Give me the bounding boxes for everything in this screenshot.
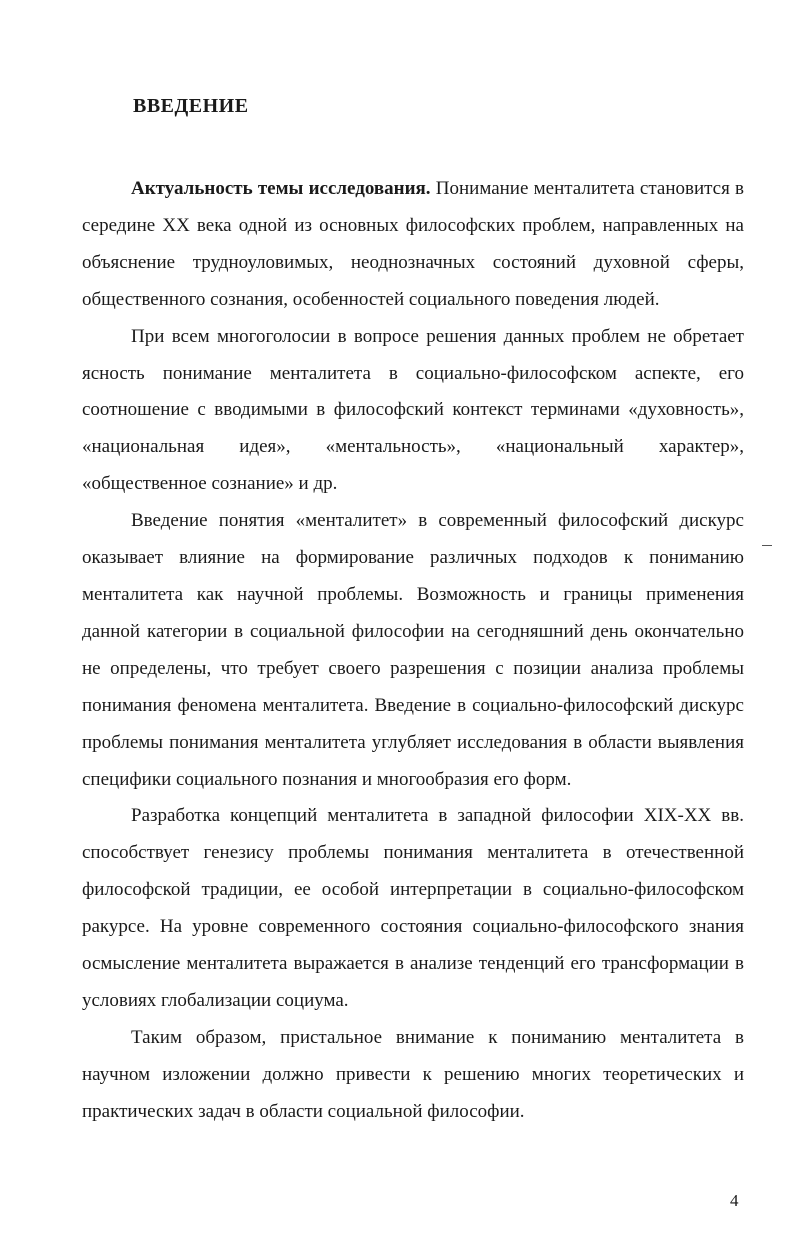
body-text	[82, 171, 744, 1131]
paragraph-lead: Актуальность темы исследования.	[131, 178, 431, 199]
paragraph: Таким образом, пристальное внимание к пониманию менталитета в научном изложении должно привести к решению многих теоретических и практических задач в области социальной философии.	[82, 1026, 744, 1122]
paragraph: Введение понятия «менталитет» в современный философский дискурс оказывает влияние на формирование различных подходов к пониманию менталитета как научной проблемы. Возможность и границы применения данной категории в социальной философии на сегодняшний день окончательно не определены, что требует своего разрешения с позиции анализа проблемы понимания феномена менталитета. Введение в социально-философский дискурс проблемы понимания менталитета углубляет исследования в области выявления специфики социального познания и многообразия его форм.	[82, 510, 744, 790]
page-number: 4	[730, 1191, 739, 1210]
paragraph: При всем многоголосии в вопросе решения данных проблем не обретает ясность понимание менталитета в социально-философском аспекте, его соотношение с вводимыми в философский контекст терминами «духовность», «национальная идея», «ментальность», «национальный характер», «общественное сознание» и др.	[82, 325, 744, 495]
section-heading: ВВЕДЕНИЕ	[133, 95, 249, 117]
paragraph-text: Понимание менталитета становится в середине XX века одной из основных философских проблем, направленных на объяснение трудноуловимых, неоднозначных состояний духовной сферы, общественного сознания, особенностей социального поведения людей.	[82, 178, 745, 310]
paragraph-relevance	[82, 171, 744, 319]
paragraph: Разработка концепций менталитета в западной философии XIX-XX вв. способствует генезису проблемы понимания менталитета в отечественной философской традиции, ее особой интерпретации в социально-философском ракурсе. На уровне современного состояния социально-философского знания осмысление менталитета выражается в анализе тенденций его трансформации в условиях глобализации социума.	[82, 805, 744, 1011]
margin-mark	[762, 545, 772, 546]
